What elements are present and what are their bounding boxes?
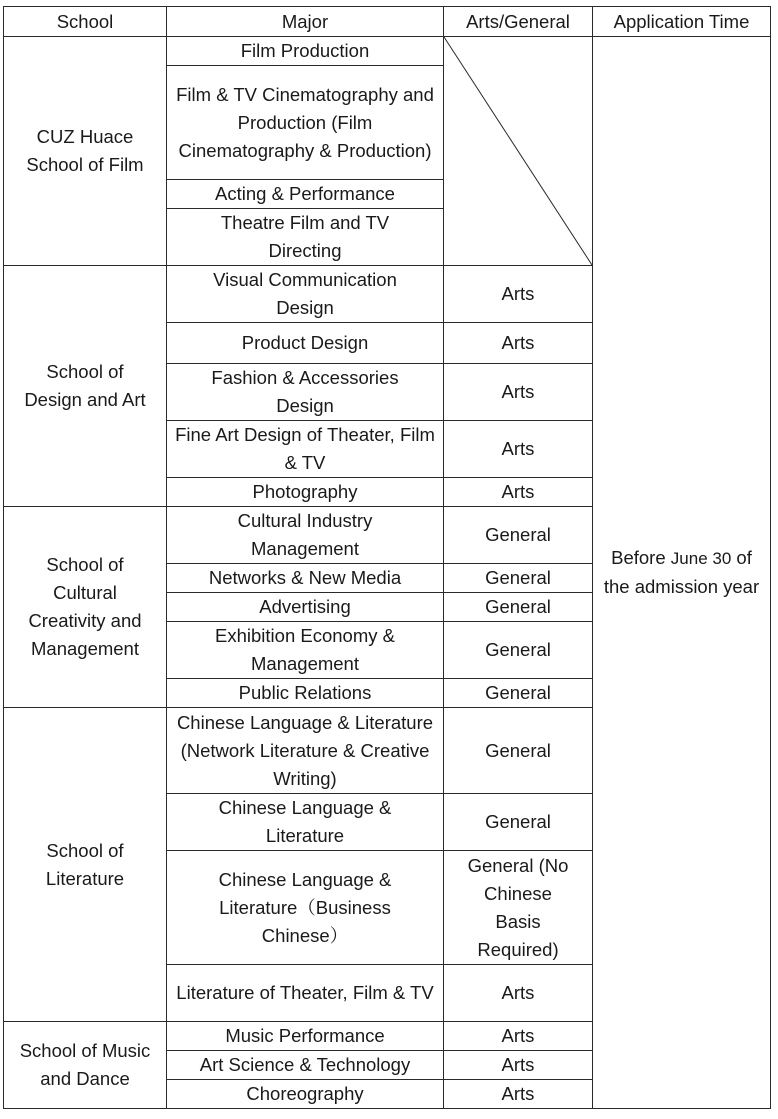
header-row: [4, 7, 771, 37]
major-cell: Film Production: [167, 37, 444, 66]
type-cell: General: [444, 679, 593, 708]
empty-type-cell: [444, 37, 593, 266]
header-arts-general: Arts/General: [444, 7, 593, 37]
header-application-time: Application Time: [593, 7, 771, 37]
type-cell: General: [444, 507, 593, 564]
table-row: [4, 37, 771, 66]
major-cell: Acting & Performance: [167, 180, 444, 209]
major-cell: Theatre Film and TV Directing: [167, 209, 444, 266]
diagonal-slash: [444, 37, 592, 265]
major-cell: Advertising: [167, 593, 444, 622]
type-cell: Arts: [444, 364, 593, 421]
major-cell: Art Science & Technology: [167, 1051, 444, 1080]
type-cell: General: [444, 794, 593, 851]
major-cell: Visual Communication Design: [167, 266, 444, 323]
header-major: Major: [167, 7, 444, 37]
school-cell: School of Literature: [4, 708, 167, 1022]
type-cell: Arts: [444, 323, 593, 364]
major-cell: Exhibition Economy & Management: [167, 622, 444, 679]
major-cell: Chinese Language & Literature（Business Chinese）: [167, 851, 444, 965]
application-time-suffix: of the admission year: [603, 547, 760, 597]
major-cell: Product Design: [167, 323, 444, 364]
type-cell: Arts: [444, 421, 593, 478]
type-cell: General: [444, 593, 593, 622]
type-cell: Arts: [444, 1022, 593, 1051]
major-cell: Chinese Language & Literature: [167, 794, 444, 851]
school-cell: CUZ Huace School of Film: [4, 37, 167, 266]
type-cell: Arts: [444, 266, 593, 323]
majors-table: [3, 6, 771, 1109]
application-time-cell: [593, 37, 771, 1109]
major-cell: Cultural Industry Management: [167, 507, 444, 564]
school-cell: School of Design and Art: [4, 266, 167, 507]
major-cell: Music Performance: [167, 1022, 444, 1051]
type-cell: Arts: [444, 1051, 593, 1080]
major-cell: Fashion & Accessories Design: [167, 364, 444, 421]
application-time-prefix: Before: [611, 547, 671, 568]
type-cell: General: [444, 708, 593, 794]
major-cell: Photography: [167, 478, 444, 507]
major-cell: Chinese Language & Literature (Network Literature & Creative Writing): [167, 708, 444, 794]
major-cell: Public Relations: [167, 679, 444, 708]
major-cell: Film & TV Cinematography and Production (Film Cinematography & Production): [167, 66, 444, 180]
type-cell: Arts: [444, 965, 593, 1022]
header-school: School: [4, 7, 167, 37]
type-cell: General: [444, 622, 593, 679]
type-cell: Arts: [444, 1080, 593, 1109]
major-cell: Literature of Theater, Film & TV: [167, 965, 444, 1022]
type-cell: General: [444, 564, 593, 593]
school-cell: School of Cultural Creativity and Management: [4, 507, 167, 708]
major-cell: Fine Art Design of Theater, Film & TV: [167, 421, 444, 478]
school-cell: School of Music and Dance: [4, 1022, 167, 1109]
major-cell: Choreography: [167, 1080, 444, 1109]
major-cell: Networks & New Media: [167, 564, 444, 593]
type-cell: Arts: [444, 478, 593, 507]
type-cell: General (No Chinese Basis Required): [444, 851, 593, 965]
application-time-date: June 30: [670, 549, 732, 568]
